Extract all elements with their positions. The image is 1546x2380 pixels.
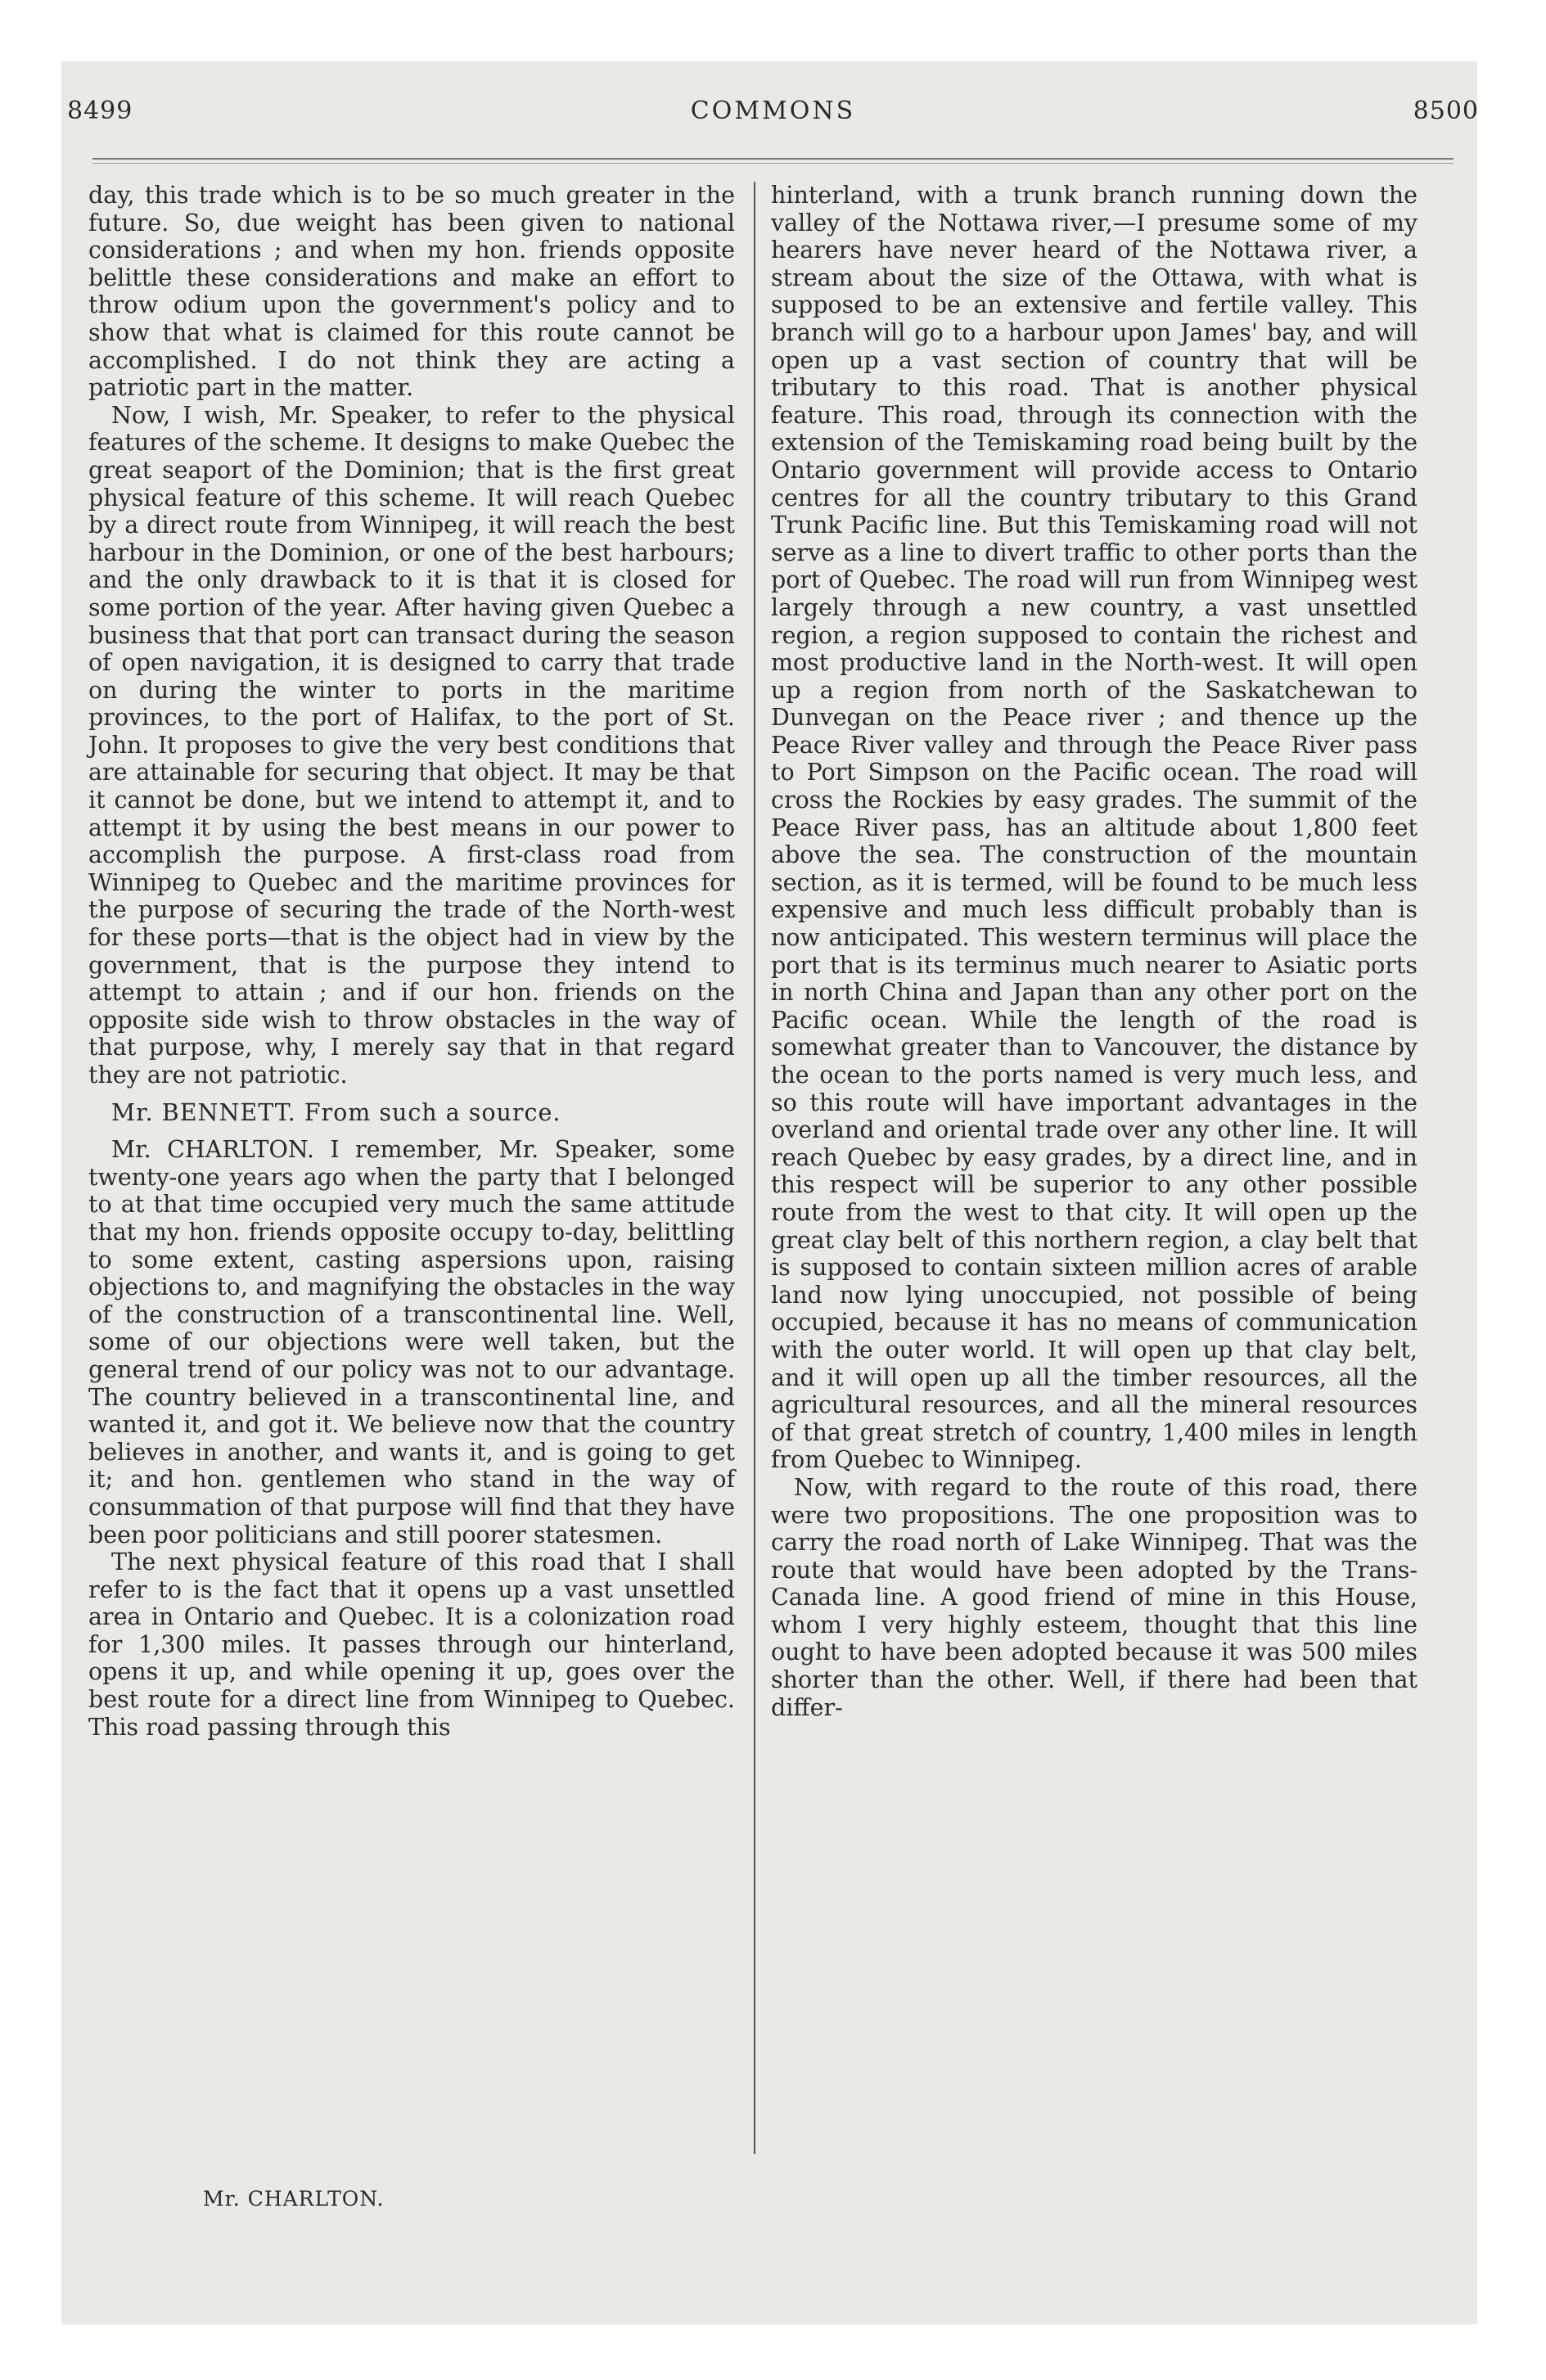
footer-speaker: Mr. CHARLTON.	[203, 2187, 385, 2211]
paragraph: hinterland, with a trunk branch running down the valley of the Nottawa river,—I presume some of my hearers have never heard of the Nottawa river, a stream about the size of the Ottawa, with what is supposed to be an extensive and fertile valley. This branch will go to a harbour upon James' bay, and will open up a vast section of country that will be tributary to this road. That is another physical feature. This road, through its connection with the extension of the Temiskaming road being built by the Ontario government will provide access to Ontario centres for all the country tributary to this Grand Trunk Pacific line. But this Temiskaming road will not serve as a line to divert traffic to other ports than the port of Quebec. The road will run from Winnipeg west largely through a new country, a vast unsettled region, a region supposed to contain the richest and most productive land in the North-west. It will open up a region from north of the Saskatchewan to Dunvegan on the Peace river ; and thence up the Peace River valley and through the Peace River pass to Port Simpson on the Pacific ocean. The road will cross the Rockies by easy grades. The summit of the Peace River pass, has an altitude about 1,800 feet above the sea. The construction of the mountain section, as it is termed, will be found to be much less expensive and much less difficult probably than is now anticipated. This western terminus will place the port that is its terminus much nearer to Asiatic ports in north China and Japan than any other port on the Pacific ocean. While the length of the road is somewhat greater than to Vancouver, the distance by the ocean to the ports named is very much less, and so this route will have important advantages in the overland and oriental trade over any other line. It will reach Quebec by easy grades, by a direct line, and in this respect will be superior to any other possible route from the west to that city. It will open up the great clay belt of this northern region, a clay belt that is supposed to contain sixteen million acres of arable land now lying unoccupied, not possible of being occupied, because it has no means of communication with the outer world. It will open up that clay belt, and it will open up all the timber resources, all the agricultural resources, and all the mineral resources of that great stretch of country, 1,400 miles in length from Quebec to Winnipeg.	[771, 182, 1418, 1474]
paragraph: day, this trade which is to be so much greater in the future. So, due weight has been given to national considerations ; and when my hon. friends opposite belittle these considerations and make an effort to throw odium upon the government's policy and to show that what is claimed for this route cannot be accomplished. I do not think they are acting a patriotic part in the matter.	[88, 182, 735, 402]
header-rule	[92, 158, 1454, 164]
page-header	[0, 97, 1546, 146]
page-title: COMMONS	[690, 97, 856, 125]
paragraph: Now, with regard to the route of this road, there were two propositions. The one proposition was to carry the road north of Lake Winnipeg. That was the route that would have been adopted by the Trans-Canada line. A good friend of mine in this House, whom I very highly esteem, thought that this line ought to have been adopted because it was 500 miles shorter than the other. Well, if there had been that differ-	[771, 1473, 1418, 1721]
speaker-interjection: Mr. BENNETT. From such a source.	[111, 1098, 561, 1126]
paragraph: Now, I wish, Mr. Speaker, to refer to the physical features of the scheme. It designs to make Quebec the great seaport of the Dominion; that is the first great physical feature of this scheme. It will reach Quebec by a direct route from Winnipeg, it will reach the best harbour in the Dominion, or one of the best harbours; and the only drawback to it is that it is closed for some portion of the year. After having given Quebec a business that that port can transact during the season of open navigation, it is designed to carry that trade on during the winter to ports in the maritime provinces, to the port of Halifax, to the port of St. John. It proposes to give the very best conditions that are attainable for securing that object. It may be that it cannot be done, but we intend to attempt it, and to attempt it by using the best means in our power to accomplish the purpose. A first-class road from Winnipeg to Quebec and the maritime provinces for the purpose of securing the trade of the North-west for these ports—that is the object had in view by the government, that is the purpose they intend to attempt to attain ; and if our hon. friends on the opposite side wish to throw obstacles in the way of that purpose, why, I merely say that in that regard they are not patriotic.	[88, 401, 735, 1089]
right-column	[771, 182, 1418, 1721]
paragraph: Mr. CHARLTON. I remember, Mr. Speaker, some twenty-one years ago when the party that I belonged to at that time occupied very much the same attitude that my hon. friends opposite occupy to-day, belittling to some extent, casting aspersions upon, raising objections to, and magnifying the obstacles in the way of the construction of a transcontinental line. Well, some of our objections were well taken, but the general trend of our policy was not to our advantage. The country believed in a transcontinental line, and wanted it, and got it. We believe now that the country believes in another, and wants it, and is going to get it; and hon. gentlemen who stand in the way of consummation of that purpose will find that they have been poor politicians and still poorer statesmen.	[88, 1136, 735, 1548]
column-divider	[754, 182, 755, 2154]
page-number-right: 8500	[1413, 97, 1479, 125]
page-number-left: 8499	[67, 97, 133, 125]
left-column	[88, 182, 735, 1741]
paragraph: The next physical feature of this road that I shall refer to is the fact that it opens up a vast unsettled area in Ontario and Quebec. It is a colonization road for 1,300 miles. It passes through our hinterland, opens it up, and while opening it up, goes over the best route for a direct line from Winnipeg to Quebec. This road passing through this	[88, 1548, 735, 1741]
